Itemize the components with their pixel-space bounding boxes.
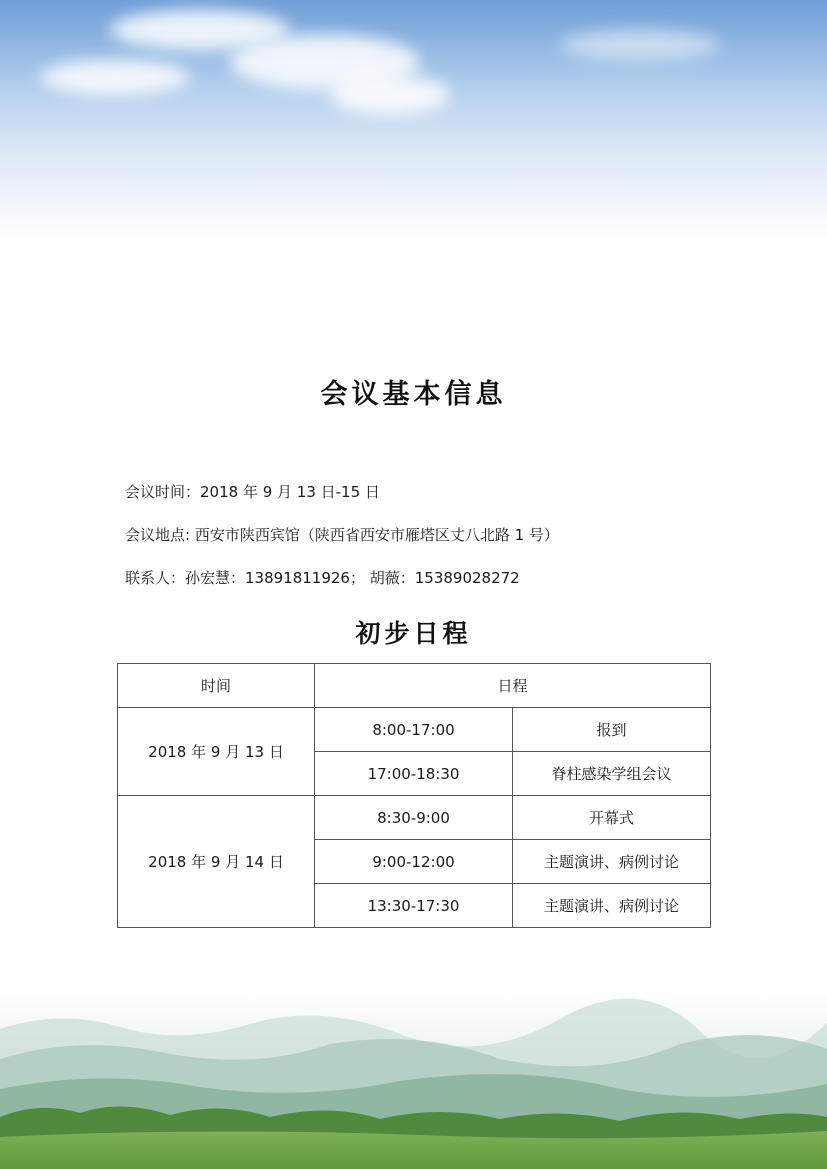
session-item: 主题演讲、病例讨论 <box>513 840 711 884</box>
session-item: 主题演讲、病例讨论 <box>513 884 711 928</box>
schedule-title: 初步日程 <box>355 619 472 648</box>
meeting-time: 会议时间：2018 年 9 月 13 日-15 日 <box>125 483 380 501</box>
session-time: 8:30-9:00 <box>315 796 513 840</box>
table-row <box>118 708 711 752</box>
table-header-row <box>118 664 711 708</box>
landscape-background <box>0 989 827 1169</box>
header-agenda: 日程 <box>315 664 711 708</box>
session-item: 脊柱感染学组会议 <box>513 752 711 796</box>
cloud-decoration <box>330 75 450 115</box>
cloud-decoration <box>40 60 190 95</box>
sky-background <box>0 0 827 240</box>
table-row <box>118 796 711 840</box>
session-time: 13:30-17:30 <box>315 884 513 928</box>
session-time: 8:00-17:00 <box>315 708 513 752</box>
page-title: 会议基本信息 <box>320 379 507 410</box>
mountains-illustration <box>0 989 827 1169</box>
cloud-decoration <box>560 30 720 60</box>
meeting-contact: 联系人：孙宏慧：13891811926； 胡薇：15389028272 <box>125 569 520 587</box>
session-item: 报到 <box>513 708 711 752</box>
session-time: 9:00-12:00 <box>315 840 513 884</box>
day-date: 2018 年 9 月 13 日 <box>118 708 315 796</box>
day-date: 2018 年 9 月 14 日 <box>118 796 315 928</box>
session-time: 17:00-18:30 <box>315 752 513 796</box>
header-time: 时间 <box>118 664 315 708</box>
schedule-table <box>117 663 711 928</box>
session-item: 开幕式 <box>513 796 711 840</box>
meeting-venue: 会议地点: 西安市陕西宾馆（陕西省西安市雁塔区丈八北路 1 号） <box>125 526 559 544</box>
